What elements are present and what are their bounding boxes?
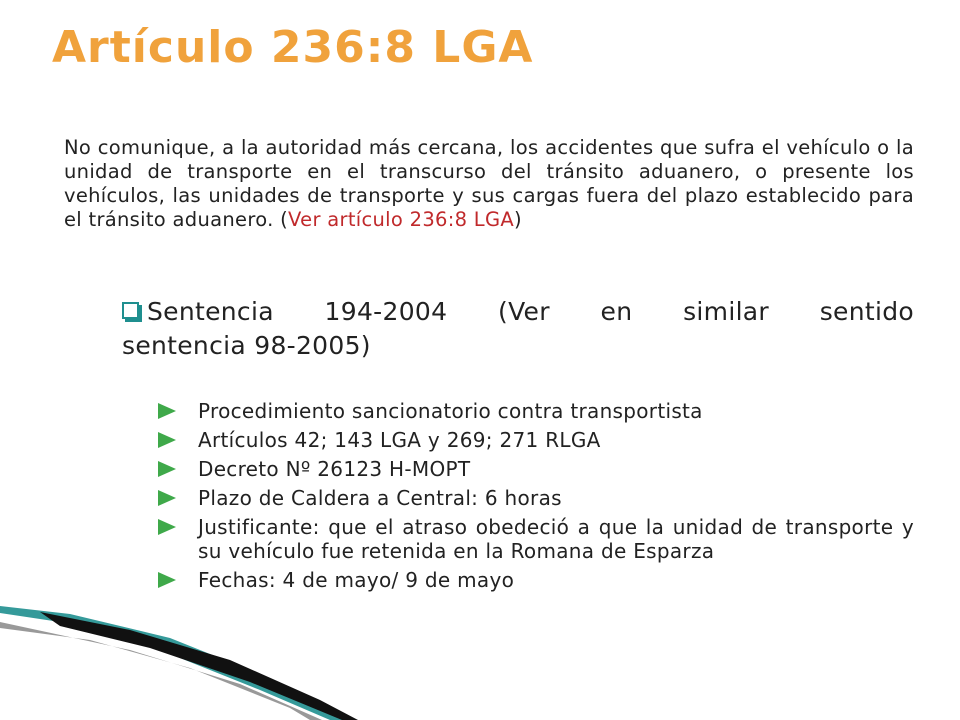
article-link[interactable]: Ver artículo 236:8 LGA — [288, 208, 515, 231]
paragraph-text: No comunique, a la autoridad más cercana, los accidentes que sufra el vehículo o la unidad de transporte en el transcurso del tránsito aduanero, o presente los vehículos, las unidades de transporte y sus cargas fuera del plazo establecido para el tránsito aduanero. ( — [64, 136, 914, 231]
list-item: Justificante: que el atraso obedeció a que la unidad de transporte y su vehículo fue retenida en la Romana de Esparza — [150, 515, 914, 563]
list-item: Decreto Nº 26123 H-MOPT — [150, 457, 914, 481]
list-item: Plazo de Caldera a Central: 6 horas — [150, 486, 914, 510]
slide-title: Artículo 236:8 LGA — [52, 22, 534, 73]
list-item: Procedimiento sancionatorio contra transportista — [150, 399, 914, 423]
list-item: Fechas: 4 de mayo/ 9 de mayo — [150, 568, 914, 592]
paragraph-close: ) — [514, 208, 522, 231]
heading-line-1: Sentencia 194-2004 (Ver en similar sentido — [147, 297, 914, 326]
sentencia-heading-line-2: sentencia 98-2005) — [122, 331, 371, 360]
list-item: Artículos 42; 143 LGA y 269; 271 RLGA — [150, 428, 914, 452]
